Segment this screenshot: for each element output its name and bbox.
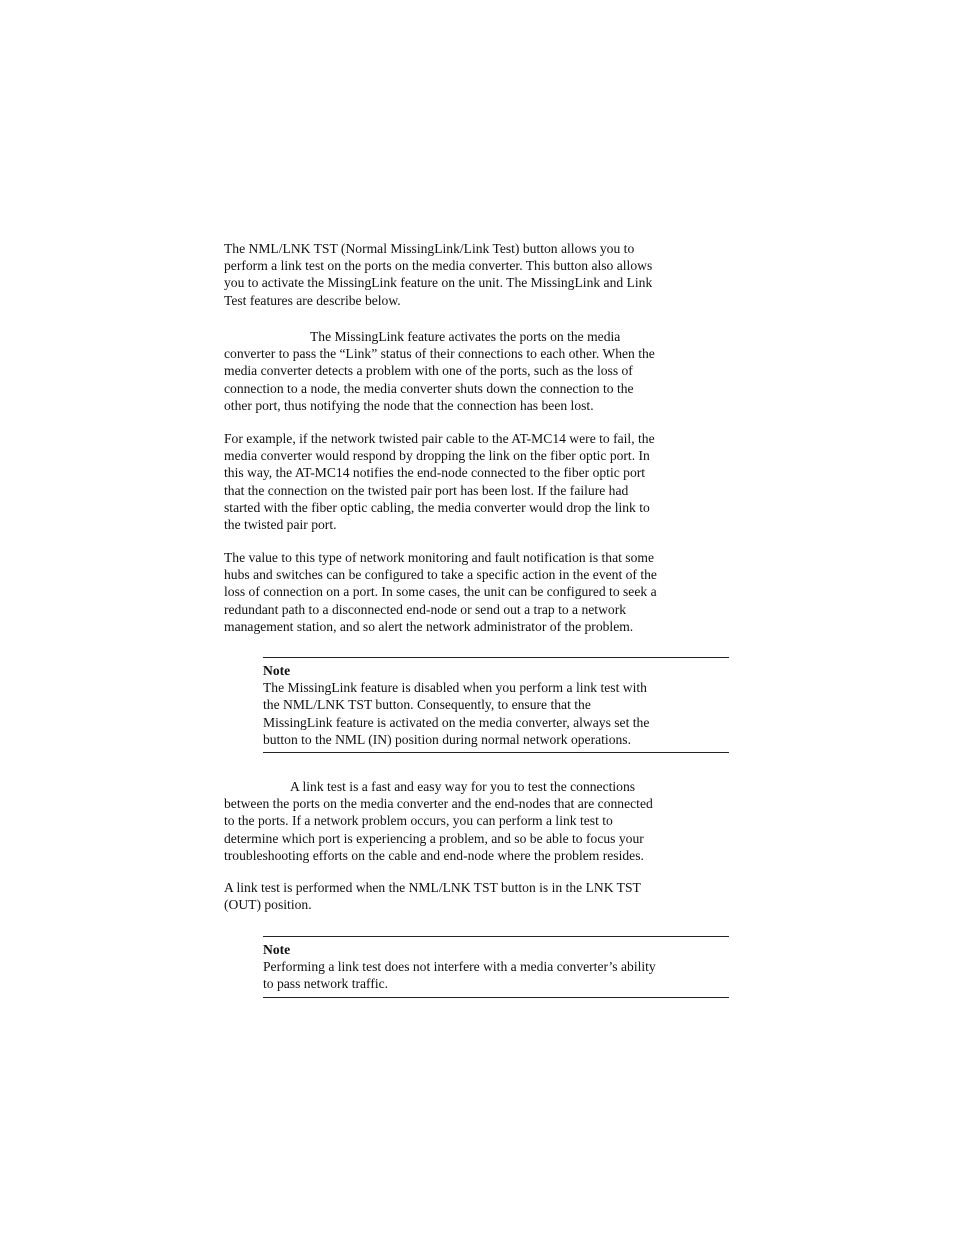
text-line: The NML/LNK TST (Normal MissingLink/Link Test) button allows you to [224, 241, 635, 256]
text-line: management station, and so alert the network administrator of the problem. [224, 618, 634, 634]
text-line: to the ports. If a network problem occurs, you can perform a link test to [224, 813, 613, 829]
text-line: determine which port is experiencing a problem, and so be able to focus your [224, 830, 644, 846]
note-line: the NML/LNK TST button. Consequently, to ensure that the [263, 697, 591, 713]
example-paragraph [224, 430, 728, 533]
text-line: perform a link test on the ports on the media converter. This button also allows [224, 258, 653, 274]
text-line: between the ports on the media converter and the end-nodes that are connected [224, 796, 653, 812]
text-line: this way, the AT-MC14 notifies the end-node connected to the fiber optic port [224, 465, 646, 481]
text-line: loss of connection on a port. In some cases, the unit can be configured to seek a [224, 584, 657, 600]
text-line: media converter detects a problem with one of the ports, such as the loss of [224, 363, 633, 379]
text-line: converter to pass the “Link” status of their connections to each other. When the [224, 346, 655, 362]
note-line: to pass network traffic. [263, 976, 389, 992]
note-title: Note [263, 663, 291, 678]
text-line: The value to this type of network monitoring and fault notification is that some [224, 550, 655, 565]
text-line: media converter would respond by dropping the link on the fiber optic port. In [224, 448, 650, 464]
text-line: other port, thus notifying the node that the connection has been lost. [224, 397, 594, 413]
text-line: started with the fiber optic cabling, the media converter would drop the link to [224, 499, 650, 515]
link-test-paragraph [224, 778, 728, 864]
text-line: that the connection on the twisted pair port has been lost. If the failure had [224, 482, 629, 498]
text-line: A link test is performed when the NML/LNK TST button is in the LNK TST [224, 880, 641, 895]
note-line: button to the NML (IN) position during normal network operations. [263, 731, 631, 747]
note-line: MissingLink feature is activated on the media converter, always set the [263, 714, 650, 730]
intro-paragraph [224, 240, 728, 309]
text-line: For example, if the network twisted pair cable to the AT-MC14 were to fail, the [224, 431, 655, 446]
text-line: you to activate the MissingLink feature on the unit. The MissingLink and Link [224, 275, 653, 291]
text-line: (OUT) position. [224, 897, 312, 913]
link-test-position-paragraph [224, 879, 728, 913]
note-title: Note [263, 942, 291, 957]
text-line: the twisted pair port. [224, 517, 337, 533]
text-line: troubleshooting efforts on the cable and end-node where the problem resides. [224, 847, 644, 863]
note-missinglink [263, 657, 729, 753]
missinglink-paragraph [224, 328, 728, 414]
text-line: The MissingLink feature activates the ports on the media [310, 329, 621, 344]
note-line: The MissingLink feature is disabled when you perform a link test with [263, 680, 647, 696]
value-paragraph [224, 549, 728, 635]
text-line: redundant path to a disconnected end-node or send out a trap to a network [224, 601, 627, 617]
text-line: A link test is a fast and easy way for you to test the connections [290, 779, 636, 794]
text-line: hubs and switches can be configured to take a specific action in the event of the [224, 567, 657, 583]
note-link-test [263, 936, 729, 998]
text-line: connection to a node, the media converter shuts down the connection to the [224, 380, 634, 396]
note-line: Performing a link test does not interfere with a media converter’s ability [263, 959, 656, 975]
text-line: Test features are describe below. [224, 292, 401, 308]
